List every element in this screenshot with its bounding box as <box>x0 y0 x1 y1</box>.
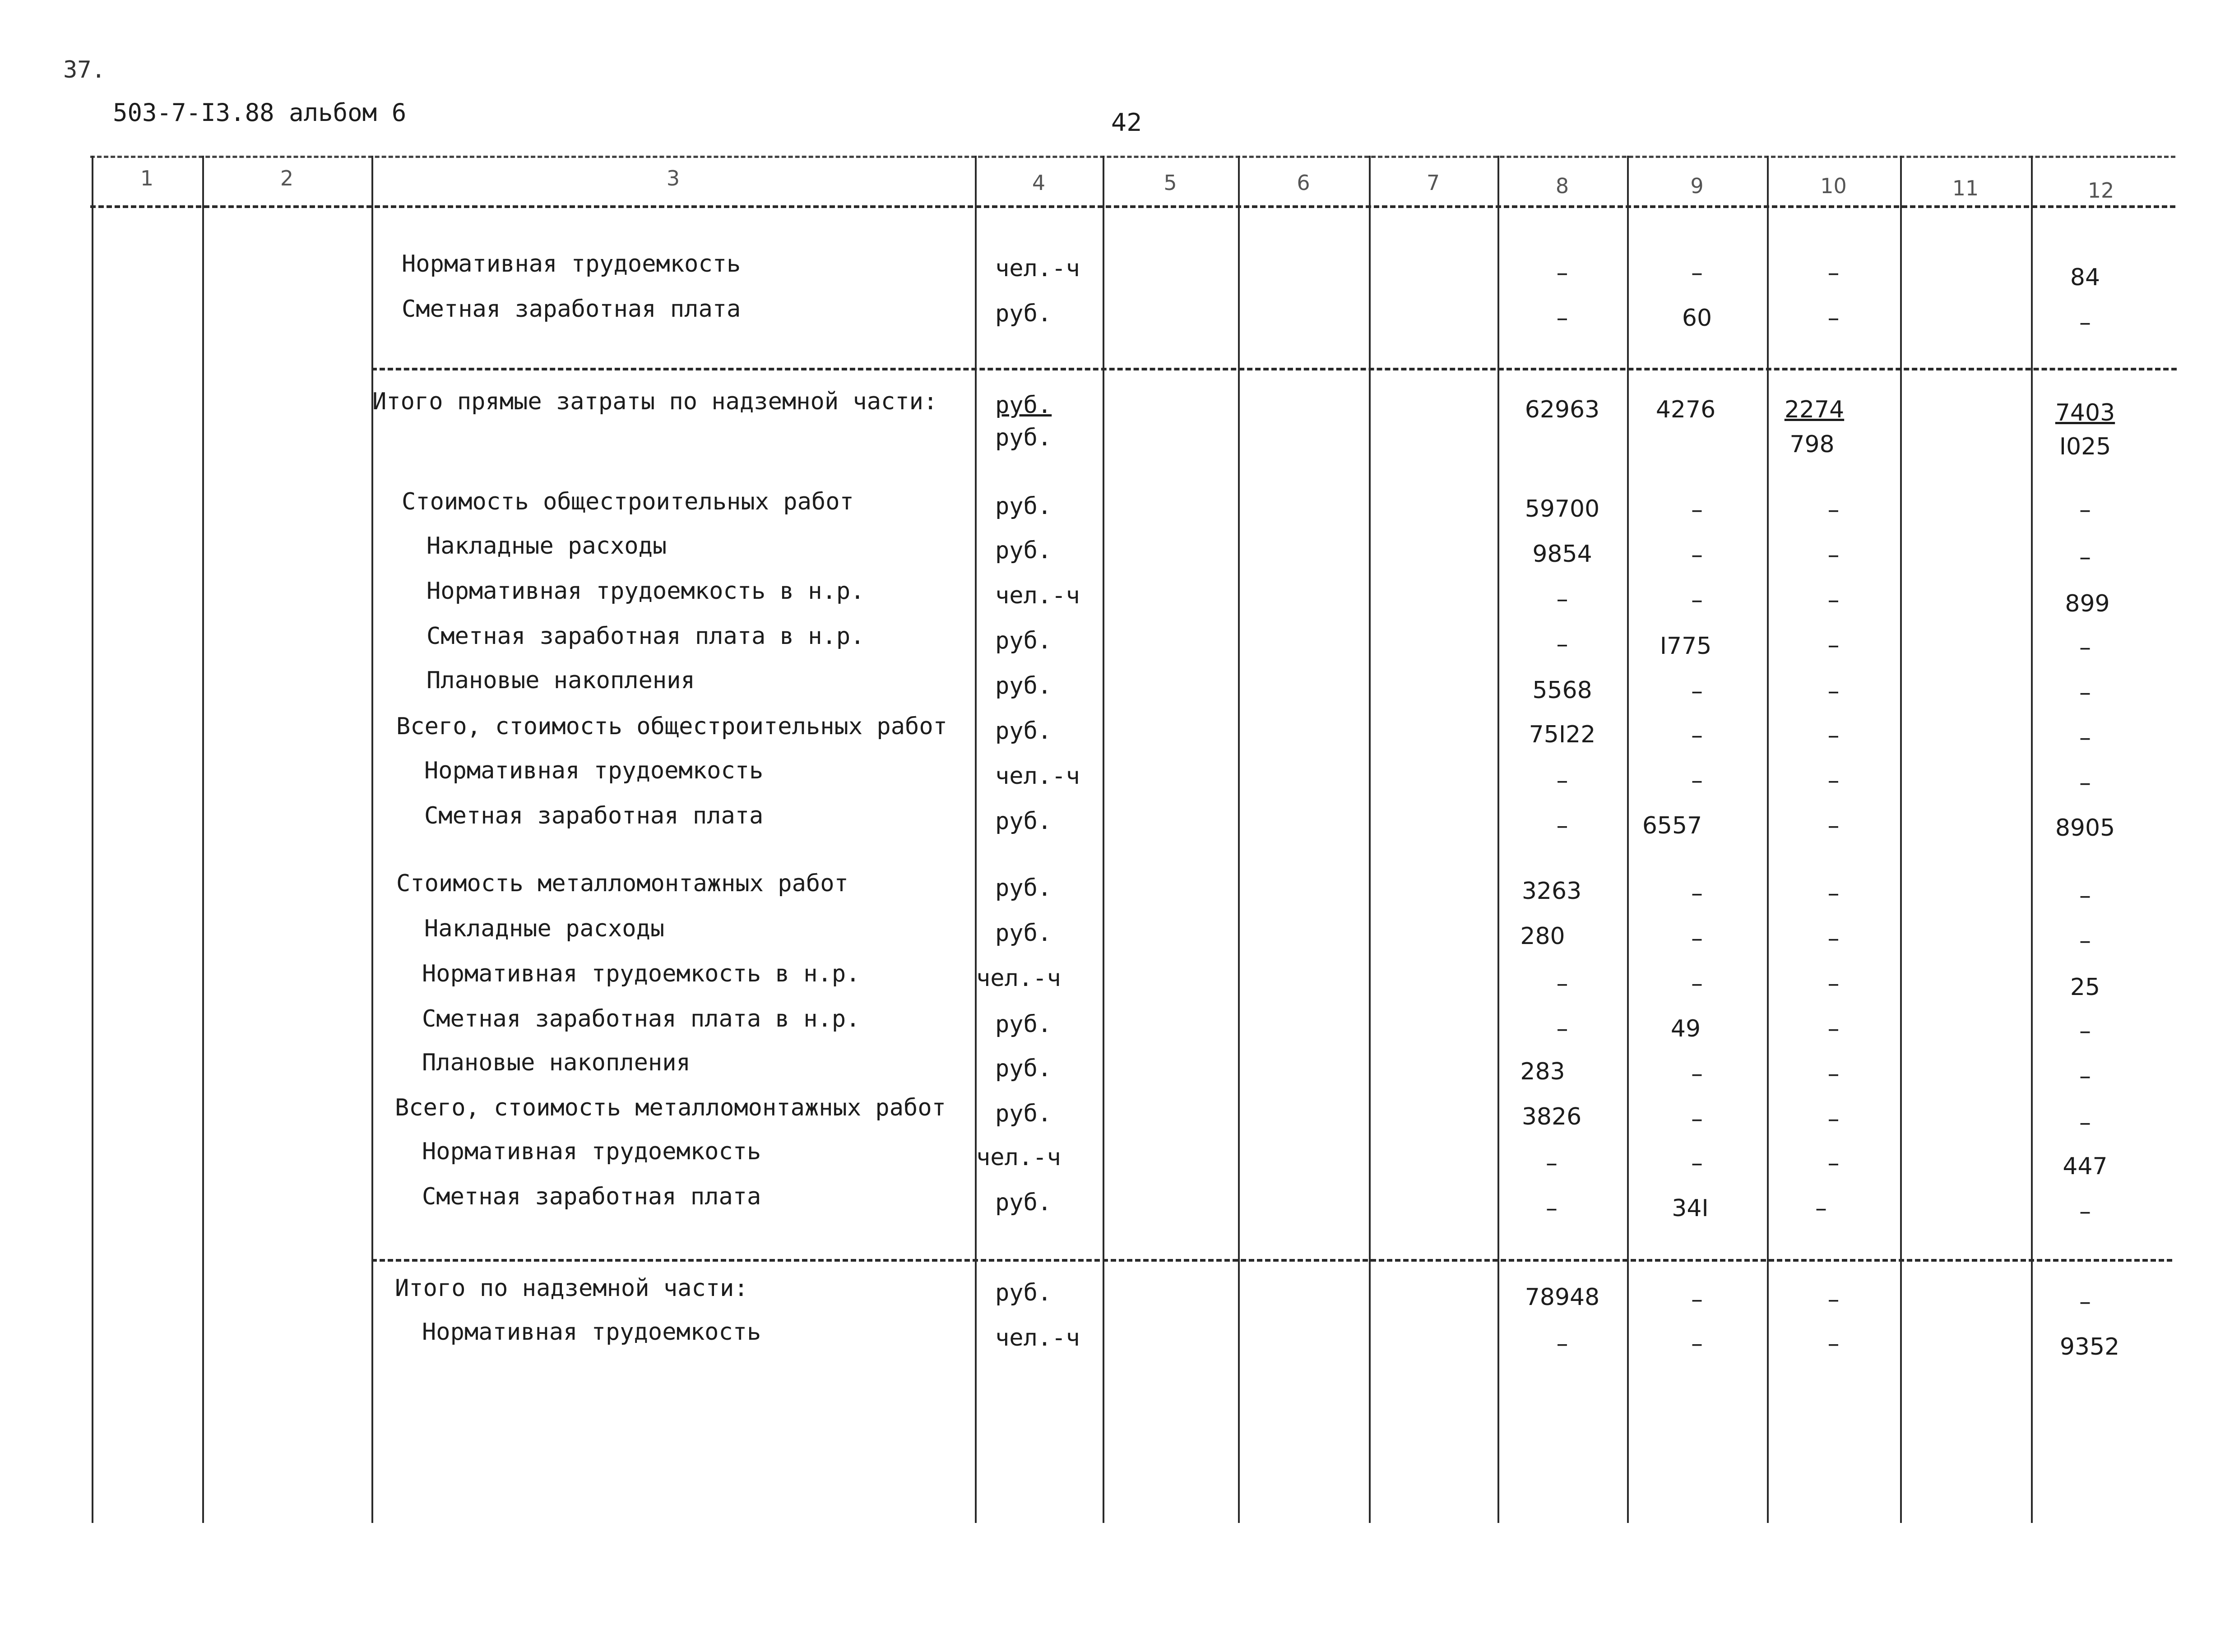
column-line <box>1627 156 1629 1523</box>
cell-col10: – <box>1827 925 1840 952</box>
cell-col10: – <box>1827 496 1840 523</box>
column-header-9: 9 <box>1690 174 1704 198</box>
cell-col10: – <box>1827 1015 1840 1042</box>
cell-col9: – <box>1691 1286 1703 1313</box>
cell-col12: – <box>2079 769 2091 796</box>
cell-col9: I775 <box>1660 633 1712 660</box>
row-unit: руб. <box>995 875 1052 902</box>
cell-col10: – <box>1827 880 1840 907</box>
cell-col9: – <box>1691 587 1703 614</box>
cell-col12: – <box>2079 496 2091 523</box>
column-line <box>1900 156 1902 1523</box>
row-unit: руб. <box>995 537 1052 564</box>
column-line <box>371 156 373 1523</box>
column-header-12: 12 <box>2087 178 2114 203</box>
column-header-4: 4 <box>1032 171 1046 195</box>
cell-col12: 447 <box>2063 1153 2108 1180</box>
cell-col10: – <box>1815 1195 1827 1222</box>
cell-col12: 84 <box>2070 264 2100 291</box>
cell-col10: – <box>1827 678 1840 705</box>
page-number: 42 <box>1111 108 1142 137</box>
cell-col9: – <box>1691 767 1703 794</box>
cell-col8: 62963 <box>1525 396 1600 423</box>
row-description: Всего, стоимость металломонтажных работ <box>395 1094 946 1121</box>
cell-col8: – <box>1556 631 1568 658</box>
cell-col9: – <box>1691 541 1703 569</box>
row-unit: чел.-ч <box>995 582 1080 609</box>
row-description: Итого прямые затраты по надземной части: <box>372 388 938 415</box>
row-description: Накладные расходы <box>424 915 665 942</box>
cell-col8: 283 <box>1520 1058 1565 1085</box>
row-description: Накладные расходы <box>426 532 667 560</box>
cell-col8: 78948 <box>1525 1284 1600 1311</box>
cell-col10: – <box>1827 259 1840 287</box>
cell-col10: – <box>1827 1150 1840 1177</box>
corner-mark: 37. <box>63 56 106 83</box>
row-unit: руб. <box>995 300 1052 327</box>
cell-col12: 7403 <box>2055 399 2115 426</box>
cell-col9: – <box>1691 722 1703 749</box>
cell-col8: 75I22 <box>1529 721 1596 748</box>
row-unit: руб. <box>995 1055 1052 1082</box>
cell-col10: – <box>1827 722 1840 749</box>
cell-col8: 280 <box>1520 923 1565 950</box>
cell-col8: – <box>1556 1330 1568 1357</box>
column-line <box>1767 156 1769 1523</box>
cell-col12: 899 <box>2065 590 2110 617</box>
cell-col9: – <box>1691 1106 1703 1133</box>
cell-col12: – <box>2079 1198 2091 1225</box>
row-description: Нормативная трудоемкость <box>402 250 741 278</box>
row-description: Сметная заработная плата в н.р. <box>426 623 865 650</box>
row-description: Нормативная трудоемкость в н.р. <box>426 578 865 605</box>
cell-col9: 60 <box>1682 305 1712 332</box>
cell-col9: – <box>1691 970 1703 997</box>
section-separator <box>371 1259 2172 1262</box>
row-unit: руб. <box>995 392 1052 419</box>
cell-col10: – <box>1827 541 1840 569</box>
row-description: Стоимость общестроительных работ <box>402 488 854 515</box>
cell-col12-second: I025 <box>2059 433 2111 460</box>
cell-col8: – <box>1546 1150 1558 1177</box>
column-header-11: 11 <box>1952 176 1979 200</box>
section-separator <box>371 368 2177 370</box>
row-unit: чел.-ч <box>995 255 1080 282</box>
cell-col9: – <box>1691 678 1703 705</box>
row-description: Стоимость металломонтажных работ <box>396 870 848 897</box>
cell-col10: – <box>1827 812 1840 839</box>
cell-col9: – <box>1691 259 1703 287</box>
cell-col9: 4276 <box>1655 396 1716 423</box>
cell-col10: – <box>1827 305 1840 332</box>
cell-col10: – <box>1827 1106 1840 1133</box>
cell-col9: – <box>1691 1150 1703 1177</box>
column-line <box>202 156 204 1523</box>
cell-col9: – <box>1691 1060 1703 1087</box>
cell-col8: 5568 <box>1532 677 1592 704</box>
row-description: Плановые накопления <box>426 667 695 694</box>
cell-col8: – <box>1556 1015 1568 1042</box>
cell-col12: – <box>2079 679 2091 706</box>
column-header-3: 3 <box>666 166 680 190</box>
row-description: Нормативная трудоемкость <box>422 1319 761 1346</box>
column-line <box>92 156 93 1523</box>
cell-col12: – <box>2079 634 2091 661</box>
cell-col12: – <box>2079 1288 2091 1315</box>
cell-col8: 3263 <box>1521 878 1582 905</box>
cell-col9: – <box>1691 1330 1703 1357</box>
cell-col10: 2274 <box>1784 396 1845 423</box>
document-code: 503-7-I3.88 альбом 6 <box>113 98 407 127</box>
cell-col8: – <box>1546 1195 1558 1222</box>
cell-col8: – <box>1556 586 1568 613</box>
column-header-10: 10 <box>1820 174 1847 198</box>
row-description: Сметная заработная плата <box>422 1183 761 1210</box>
row-unit: руб. <box>995 717 1052 745</box>
cell-col9: 34I <box>1672 1195 1709 1222</box>
cell-col9: – <box>1691 925 1703 952</box>
cell-col10: – <box>1827 1330 1840 1357</box>
row-unit: чел.-ч <box>976 1144 1061 1171</box>
cell-col12: – <box>2079 1063 2091 1090</box>
row-unit: руб. <box>995 1011 1052 1038</box>
column-header-7: 7 <box>1426 171 1440 195</box>
cell-col8: – <box>1556 812 1568 839</box>
row-unit-second: руб. <box>995 424 1052 451</box>
cell-col8: – <box>1556 259 1568 287</box>
column-line <box>975 156 977 1523</box>
row-description: Нормативная трудоемкость <box>422 1138 761 1165</box>
row-unit: чел.-ч <box>995 763 1080 790</box>
cell-col10: – <box>1827 970 1840 997</box>
column-header-2: 2 <box>280 166 294 190</box>
cell-col8: – <box>1556 767 1568 794</box>
cell-col9: 6557 <box>1642 812 1702 839</box>
row-description: Сметная заработная плата <box>424 802 764 829</box>
cell-col10: – <box>1827 587 1840 614</box>
cell-col10: – <box>1827 1286 1840 1313</box>
column-header-5: 5 <box>1164 171 1177 195</box>
cell-col12: – <box>2079 882 2091 909</box>
cell-col10: – <box>1827 632 1840 659</box>
cell-col12: – <box>2079 724 2091 751</box>
column-line <box>1103 156 1104 1523</box>
cell-col8: – <box>1556 305 1568 332</box>
row-description: Нормативная трудоемкость в н.р. <box>422 960 860 987</box>
row-unit: руб. <box>995 1100 1052 1127</box>
row-unit: руб. <box>995 1279 1052 1306</box>
cell-col12: – <box>2079 1018 2091 1045</box>
column-header-8: 8 <box>1555 174 1569 198</box>
row-description: Сметная заработная плата в н.р. <box>422 1005 860 1032</box>
cell-col8: – <box>1556 970 1568 997</box>
cell-col10-second: 798 <box>1789 431 1835 458</box>
column-line <box>1497 156 1499 1523</box>
row-unit: руб. <box>995 920 1052 947</box>
cell-col12: – <box>2079 544 2091 571</box>
row-description: Итого по надземной части: <box>395 1275 748 1302</box>
row-unit: чел.-ч <box>976 965 1061 992</box>
cell-col8: 9854 <box>1532 541 1592 568</box>
cell-col9: 49 <box>1670 1015 1701 1042</box>
column-line <box>1369 156 1371 1523</box>
cell-col12: – <box>2079 927 2091 954</box>
row-description: Нормативная трудоемкость <box>424 757 764 784</box>
row-description: Плановые накопления <box>422 1049 691 1076</box>
row-unit: руб. <box>995 1189 1052 1216</box>
row-description: Сметная заработная плата <box>402 296 741 323</box>
cell-col10: – <box>1827 767 1840 794</box>
row-unit: руб. <box>995 493 1052 520</box>
column-line <box>1238 156 1240 1523</box>
cell-col12: 25 <box>2070 974 2100 1001</box>
cell-col12: 8905 <box>2055 814 2115 842</box>
row-unit: чел.-ч <box>995 1324 1080 1351</box>
cell-col12: – <box>2079 309 2091 336</box>
row-description: Всего, стоимость общестроительных работ <box>396 713 947 740</box>
cell-col8: 3826 <box>1521 1103 1582 1130</box>
cell-col12: – <box>2079 1109 2091 1136</box>
cell-col9: – <box>1691 880 1703 907</box>
cell-col10: – <box>1827 1060 1840 1087</box>
row-unit: руб. <box>995 808 1052 835</box>
column-header-6: 6 <box>1297 171 1310 195</box>
cell-col12: 9352 <box>2059 1333 2120 1360</box>
cell-col9: – <box>1691 496 1703 523</box>
row-unit: руб. <box>995 672 1052 699</box>
header-bottom-rule <box>90 205 2175 208</box>
cell-col8: 59700 <box>1525 495 1600 523</box>
row-unit: руб. <box>995 627 1052 654</box>
header-top-rule <box>90 156 2175 158</box>
column-header-1: 1 <box>140 166 154 190</box>
